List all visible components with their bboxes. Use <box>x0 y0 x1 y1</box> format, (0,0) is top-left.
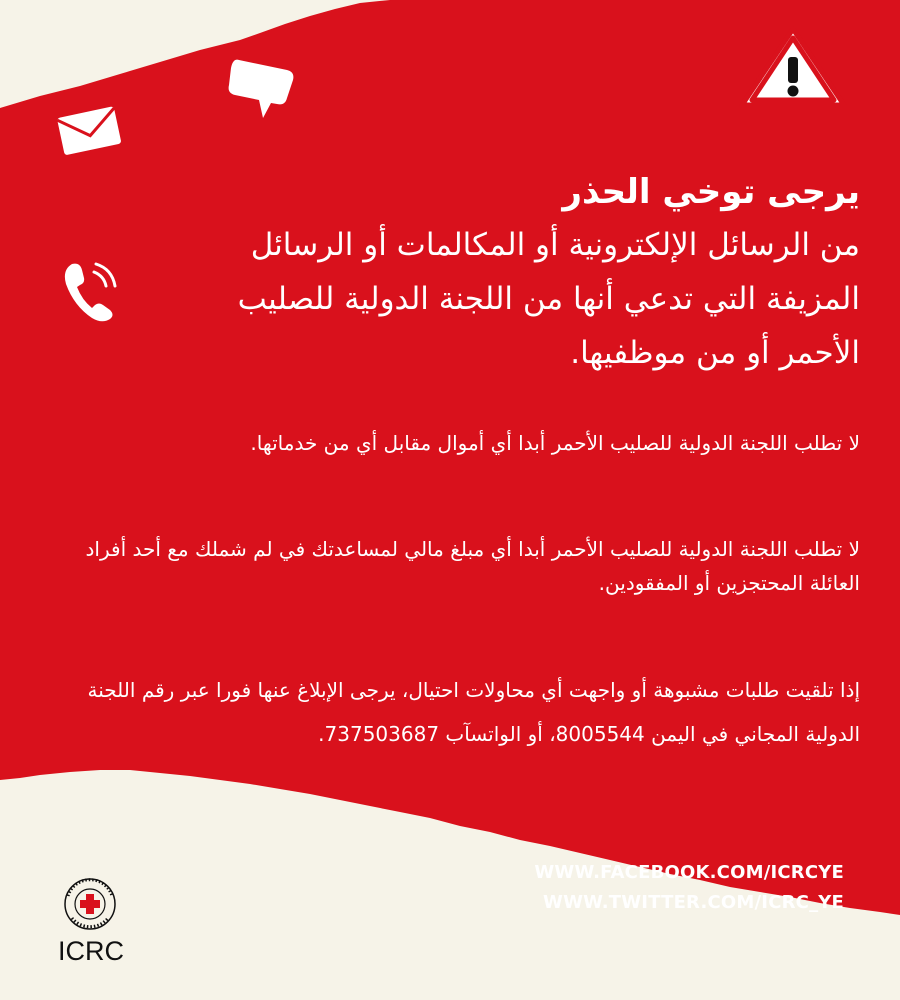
warning-title: يرجى توخي الحذر <box>562 172 860 212</box>
chat-bubble-icon <box>225 52 297 124</box>
warning-subtitle: من الرسائل الإلكترونية أو المكالمات أو الرسائل المزيفة التي تدعي أنها من اللجنة الدولية للصليب الأحمر أو من موظفيها. <box>237 227 860 371</box>
icrc-emblem-icon <box>62 876 118 932</box>
paragraph-no-reunification-fees: لا تطلب اللجنة الدولية للصليب الأحمر أبدا أي مبلغ مالي لمساعدتك في لم شملك مع أحد أفراد العائلة المحتجزين أو المفقودين. <box>85 537 860 595</box>
mail-icon <box>52 100 124 160</box>
phone-icon <box>60 258 120 322</box>
twitter-link[interactable]: WWW.TWITTER.COM/ICRC_YE <box>543 892 844 913</box>
icrc-logo-label: ICRC <box>58 936 124 966</box>
paragraph-report-fraud: إذا تلقيت طلبات مشبوهة أو واجهت أي محاولات احتيال، يرجى الإبلاغ عنها فورا عبر رقم اللجنة الدولية المجاني في اليمن 8005544، أو الواتسآب 737503687. <box>87 678 860 746</box>
social-links <box>534 858 844 918</box>
warning-icon <box>738 25 848 110</box>
facebook-link[interactable]: WWW.FACEBOOK.COM/ICRCYE <box>534 862 844 883</box>
paragraph-no-fees: لا تطلب اللجنة الدولية للصليب الأحمر أبدا أي أموال مقابل أي من خدماتها. <box>250 431 860 455</box>
